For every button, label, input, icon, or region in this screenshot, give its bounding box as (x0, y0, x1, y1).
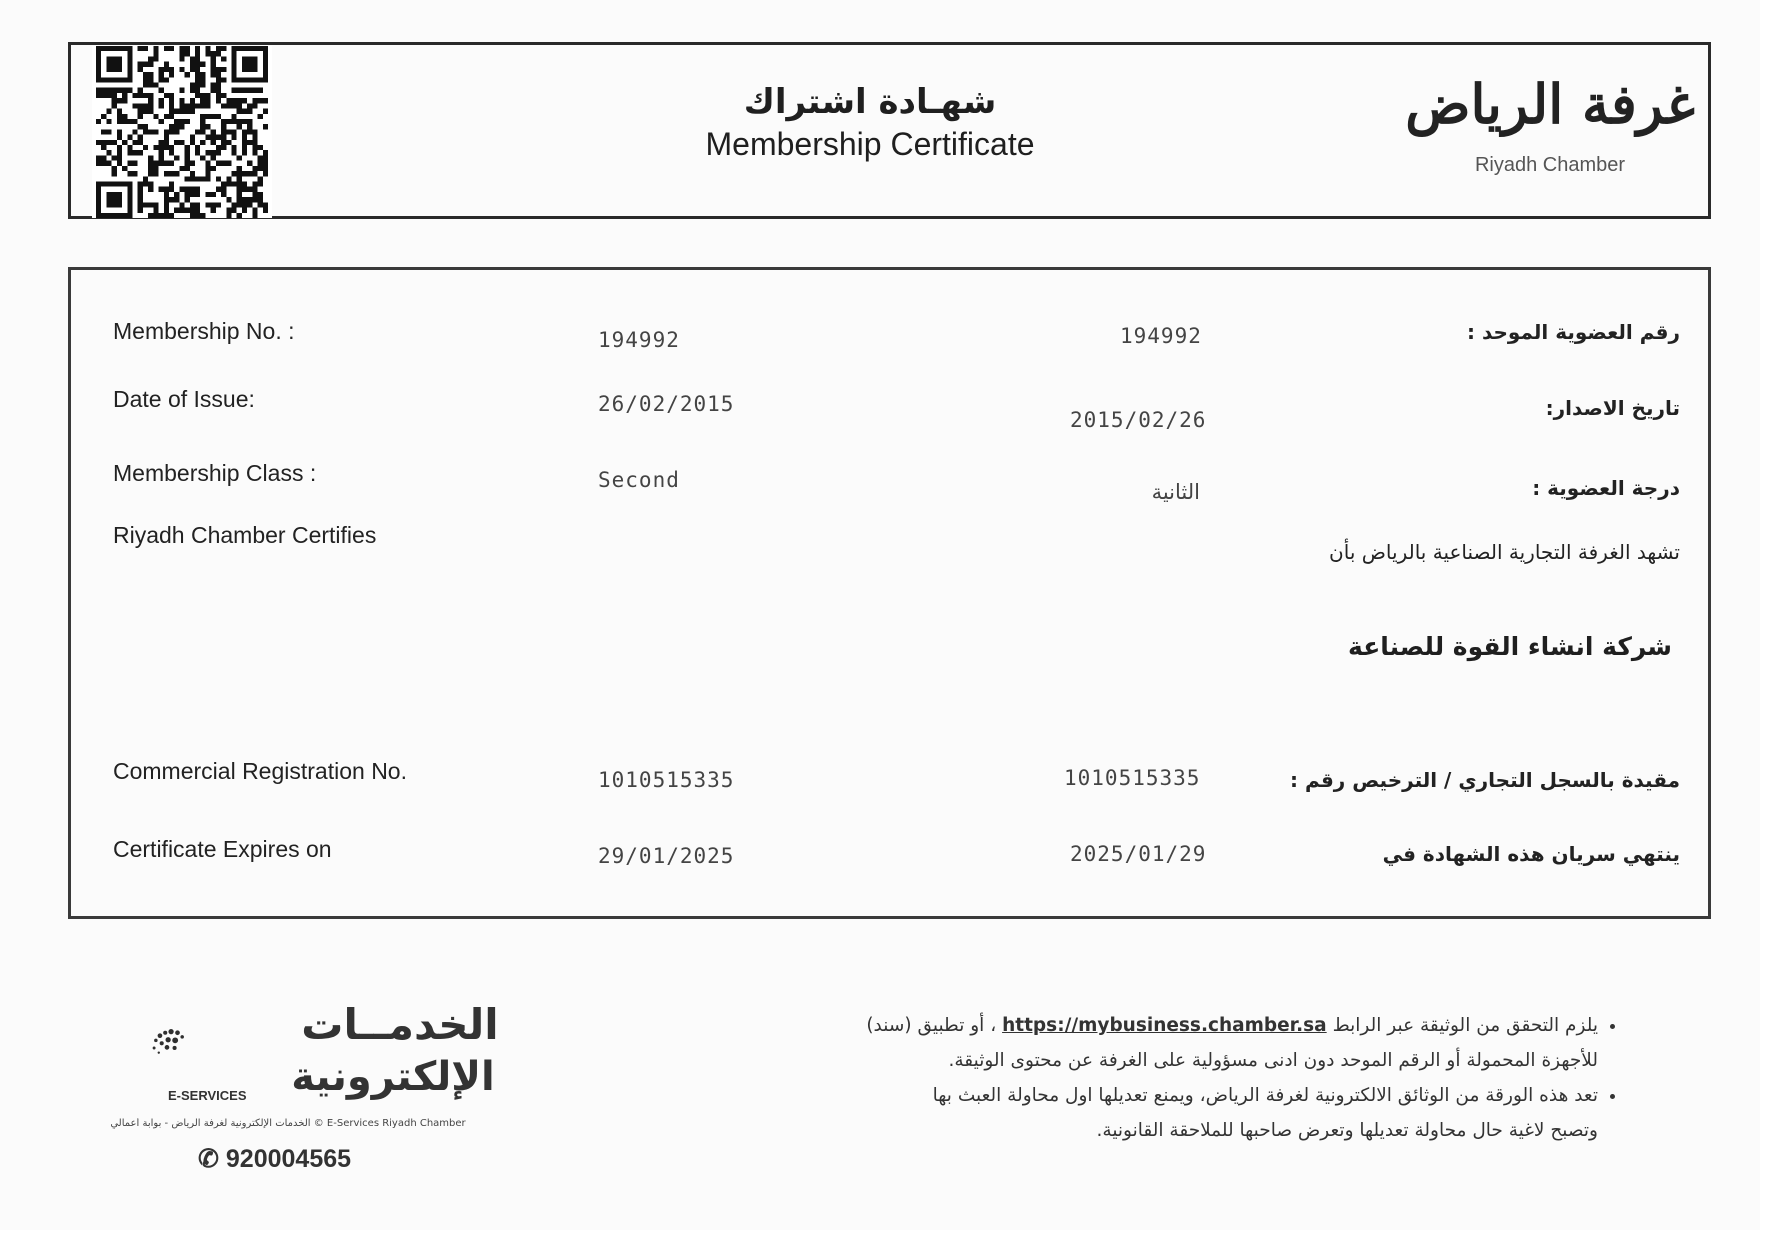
title-english: Membership Certificate (705, 126, 1035, 162)
note1-post: ، أو تطبيق (سند) (866, 1015, 997, 1036)
commercial-registration-label: Commercial Registration No. (113, 758, 407, 784)
membership-no-label-ar: رقم العضوية الموحد : (1467, 320, 1680, 344)
date-of-issue-label-ar: تاريخ الاصدار: (1545, 396, 1680, 420)
riyadh-chamber-logo-text: Riyadh Chamber (1474, 154, 1626, 176)
commercial-registration-value-ar: 1010515335 (1064, 766, 1201, 790)
date-of-issue-value: 26/02/2015 (598, 392, 735, 416)
commercial-registration-label-ar: مقيدة بالسجل التجاري / الترخيص رقم : (1290, 768, 1680, 792)
title-arabic: شهـادة اشتراك (743, 82, 997, 122)
phone-number: 920004565 (225, 1145, 352, 1173)
verification-link[interactable]: https://mybusiness.chamber.sa (1002, 1015, 1327, 1036)
date-of-issue-value-ar: 2015/02/26 (1070, 408, 1207, 432)
company-name: شركة انشاء القوة للصناعة (1348, 632, 1672, 661)
membership-class-value-ar: الثانية (1151, 480, 1200, 504)
note1-pre: يلزم التحقق من الوثيقة عبر الرابط (1332, 1015, 1598, 1036)
details-frame (68, 267, 1711, 919)
membership-no-value-ar: 194992 (1120, 324, 1202, 348)
note2-line1: تعد هذه الورقة من الوثائق الالكترونية لغرفة الرياض، ويمنع تعديلها اول محاولة العبث بها (932, 1085, 1598, 1106)
eservices-label: E-SERVICES (168, 1088, 247, 1103)
phone-icon: ✆ (198, 1145, 226, 1173)
membership-class-label: Membership Class : (113, 460, 317, 486)
membership-class-label-ar: درجة العضوية : (1532, 476, 1680, 500)
expires-on-value: 29/01/2025 (598, 844, 735, 868)
qr-code-icon (92, 46, 272, 218)
commercial-registration-value: 1010515335 (598, 768, 735, 792)
eservices-dots-icon (150, 1010, 270, 1100)
note2-line2: وتصبح لاغية حال محاولة تعديلها وتعرض صاحبها للملاحقة القانونية. (1096, 1120, 1598, 1141)
expires-on-label: Certificate Expires on (113, 836, 332, 862)
membership-no-label: Membership No. : (113, 318, 295, 344)
note-item (800, 1078, 1598, 1148)
expires-on-value-ar: 2025/01/29 (1070, 842, 1207, 866)
eservices-small-text: الخدمات الإلكترونية لغرفة الرياض - بوابة أعمالي © E-Services Riyadh Chamber (110, 1118, 466, 1129)
certifies-label: Riyadh Chamber Certifies (113, 522, 377, 548)
note1-line2: للأجهزة المحمولة أو الرقم الموحد دون ادنى مسؤولية على الغرفة عن محتوى الوثيقة. (948, 1050, 1598, 1071)
note-item (800, 1008, 1598, 1078)
membership-class-value: Second (598, 468, 680, 492)
date-of-issue-label: Date of Issue: (113, 386, 255, 412)
riyadh-chamber-logo: غرفة الرياض (1405, 72, 1695, 136)
expires-on-label-ar: ينتهي سريان هذه الشهادة في (1382, 842, 1680, 866)
verification-notes (800, 1008, 1630, 1148)
eservices-phone (198, 1144, 351, 1174)
eservices-title-ar-1: الخدمــات (301, 1000, 499, 1049)
membership-no-value: 194992 (598, 328, 680, 352)
certifies-label-ar: تشهد الغرفة التجارية الصناعية بالرياض بأن (1329, 540, 1680, 564)
eservices-title-ar-2: الإلكترونية (291, 1054, 495, 1100)
